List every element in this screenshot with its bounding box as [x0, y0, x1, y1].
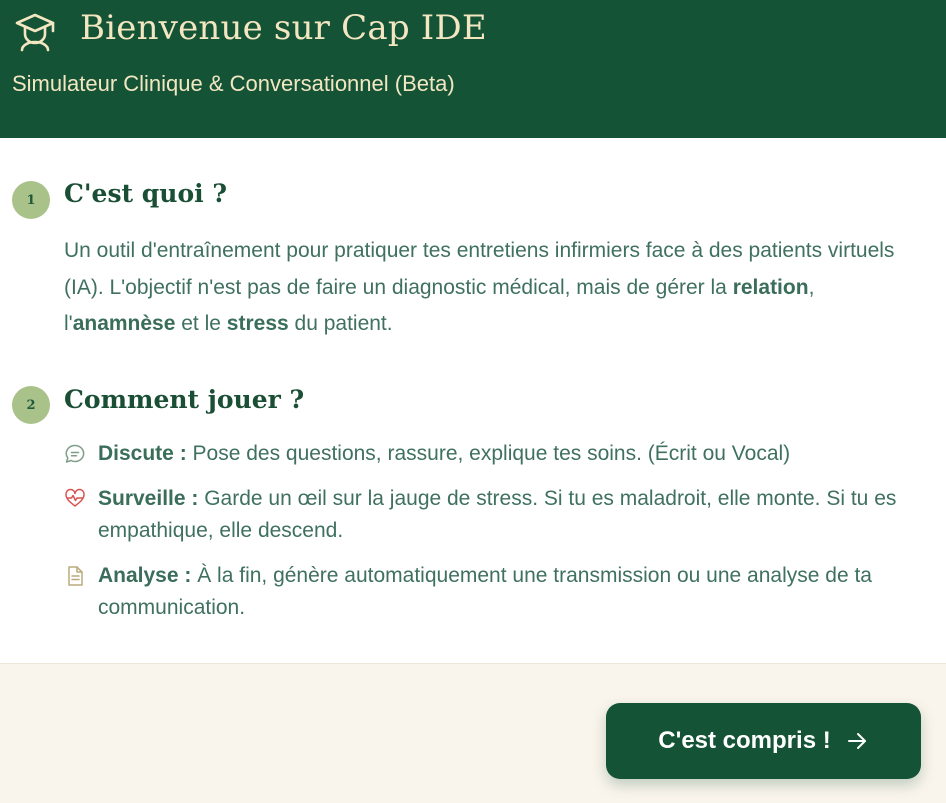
feature-label: Analyse : — [98, 564, 192, 587]
step-badge-1: 1 — [12, 181, 50, 219]
feature-text — [98, 483, 924, 547]
understood-button[interactable] — [606, 703, 921, 779]
keyword-anamnesis: anamnèse — [72, 312, 176, 335]
keyword-relation: relation — [732, 275, 809, 299]
section-description — [64, 233, 930, 343]
step-badge-2: 2 — [12, 386, 50, 424]
feature-label: Surveille : — [98, 487, 199, 510]
feature-text — [98, 438, 924, 470]
arrow-right-icon — [845, 729, 869, 753]
page-subtitle: Simulateur Clinique & Conversationnel (Beta) — [12, 71, 455, 96]
feature-description: Pose des questions, rassure, explique tes soins. (Écrit ou Vocal) — [186, 442, 791, 465]
page-title: Bienvenue sur Cap IDE — [80, 8, 487, 48]
feature-description: À la fin, génère automatiquement une transmission ou une analyse de ta communication. — [98, 564, 872, 619]
description-text: Un outil d'entraînement pour pratiquer tes entretiens infirmiers face à des patients virtuels (IA). L'objectif n'est pas de faire un diagnostic médical, mais de gérer la — [64, 239, 895, 299]
feature-label: Discute : — [98, 442, 187, 465]
welcome-header — [0, 0, 946, 138]
chat-bubble-icon — [64, 443, 86, 465]
keyword-stress: stress — [226, 312, 289, 335]
description-text: du patient. — [288, 312, 393, 335]
understood-button-label: C'est compris ! — [658, 727, 831, 754]
heart-pulse-icon — [64, 487, 86, 509]
document-icon — [64, 565, 86, 587]
section-title-what: C'est quoi ? — [64, 179, 227, 208]
description-text: , l' — [64, 275, 815, 335]
section-title-how: Comment jouer ? — [64, 385, 305, 414]
graduation-cap-icon — [14, 12, 56, 52]
description-text: et le — [175, 312, 227, 335]
feature-text — [98, 560, 924, 624]
feature-description: Garde un œil sur la jauge de stress. Si tu es maladroit, elle monte. Si tu es empathique, elle descend. — [98, 487, 897, 542]
